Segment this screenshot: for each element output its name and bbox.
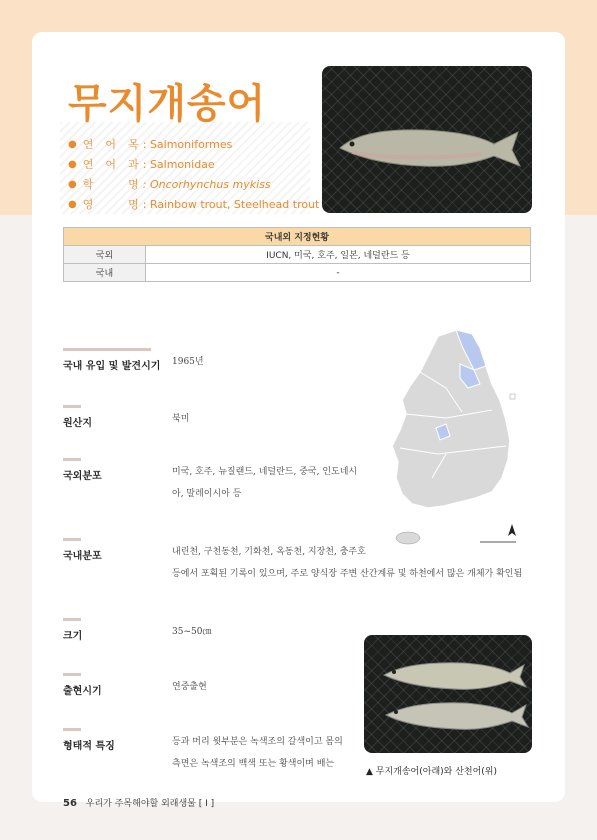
status-table	[63, 227, 531, 282]
foreign-distribution-value: 미국, 호주, 뉴질랜드, 네덜란드, 중국, 인도네시 아, 말레이시아 등	[172, 467, 358, 499]
origin-value: 북미	[172, 414, 190, 424]
map-island	[510, 394, 515, 399]
classification-value: Rainbow trout, Steelhead trout	[149, 197, 320, 211]
page-number: 56	[63, 798, 77, 809]
morphology-value: 등과 머리 윗부분은 녹색조의 갈색이고 몸의 측면은 녹색조의 백색 또는 황색이며 배는	[172, 737, 343, 769]
classification-value: Oncorhynchus mykiss	[149, 177, 271, 191]
domestic-distribution-label: 국내분포	[63, 538, 102, 562]
map-land	[392, 330, 510, 508]
trout-photo	[322, 66, 532, 213]
origin-label: 원산지	[63, 405, 92, 429]
size-value: 35~50㎝	[172, 627, 212, 637]
classification-label: 연 어 목	[82, 138, 139, 151]
north-arrow-icon	[508, 524, 516, 536]
intro-value: 1965년	[172, 357, 204, 367]
status-row-value: IUCN, 미국, 호주, 일본, 네덜란드 등	[146, 246, 531, 264]
classification-list	[68, 134, 319, 214]
season-value: 연중출현	[172, 682, 207, 692]
book-title: 우리가 주목해야할 외래생물 [ I ]	[85, 799, 215, 809]
morphology-label: 형태적 특징	[63, 728, 115, 752]
status-table-header: 국내외 지정현황	[64, 228, 531, 246]
korea-distribution-map	[376, 328, 526, 550]
status-row-label: 국내	[64, 264, 146, 282]
page-footer	[63, 796, 214, 809]
classification-label: 영 명	[82, 198, 139, 211]
season-label: 출현시기	[63, 673, 102, 697]
table-row	[64, 246, 531, 264]
bullet-icon: ●	[68, 138, 77, 150]
classification-label: 연 어 과	[82, 158, 139, 171]
foreign-distribution-label: 국외분포	[63, 458, 102, 482]
trout-comparison-photo	[364, 635, 532, 753]
map-island	[396, 532, 420, 544]
two-fish-icon	[364, 635, 532, 753]
domestic-distribution-value: 내린천, 구천동천, 기화천, 옥동천, 지장천, 충주호 등에서 포획된 기록이 있으며, 주로 양식장 주변 산간계류 및 하천에서 많은 개체가 확인됨	[172, 547, 523, 579]
bullet-icon: ●	[68, 178, 77, 190]
trout-fish-icon	[322, 66, 532, 213]
classification-family: ● 연 어 과 : Salmonidae	[68, 157, 215, 171]
classification-scientific-name: ● 학 명 : Oncorhynchus mykiss	[68, 177, 271, 191]
photo-caption: ▲ 무지개송어(아래)와 산천어(위)	[366, 767, 498, 777]
classification-label: 학 명	[82, 178, 139, 191]
classification-value: Salmonidae	[149, 157, 215, 171]
size-label: 크기	[63, 618, 82, 642]
bullet-icon: ●	[68, 198, 77, 210]
intro-label: 국내 유입 및 발견시기	[63, 348, 160, 372]
species-title: 무지개송어	[68, 80, 267, 127]
classification-english-name: ● 영 명 : Rainbow trout, Steelhead trout	[68, 197, 320, 211]
status-row-label: 국외	[64, 246, 146, 264]
table-row	[64, 264, 531, 282]
status-row-value: -	[146, 264, 531, 282]
classification-order: ● 연 어 목 : Salmoniformes	[68, 137, 233, 151]
classification-value: Salmoniformes	[149, 137, 233, 151]
bullet-icon: ●	[68, 158, 77, 170]
